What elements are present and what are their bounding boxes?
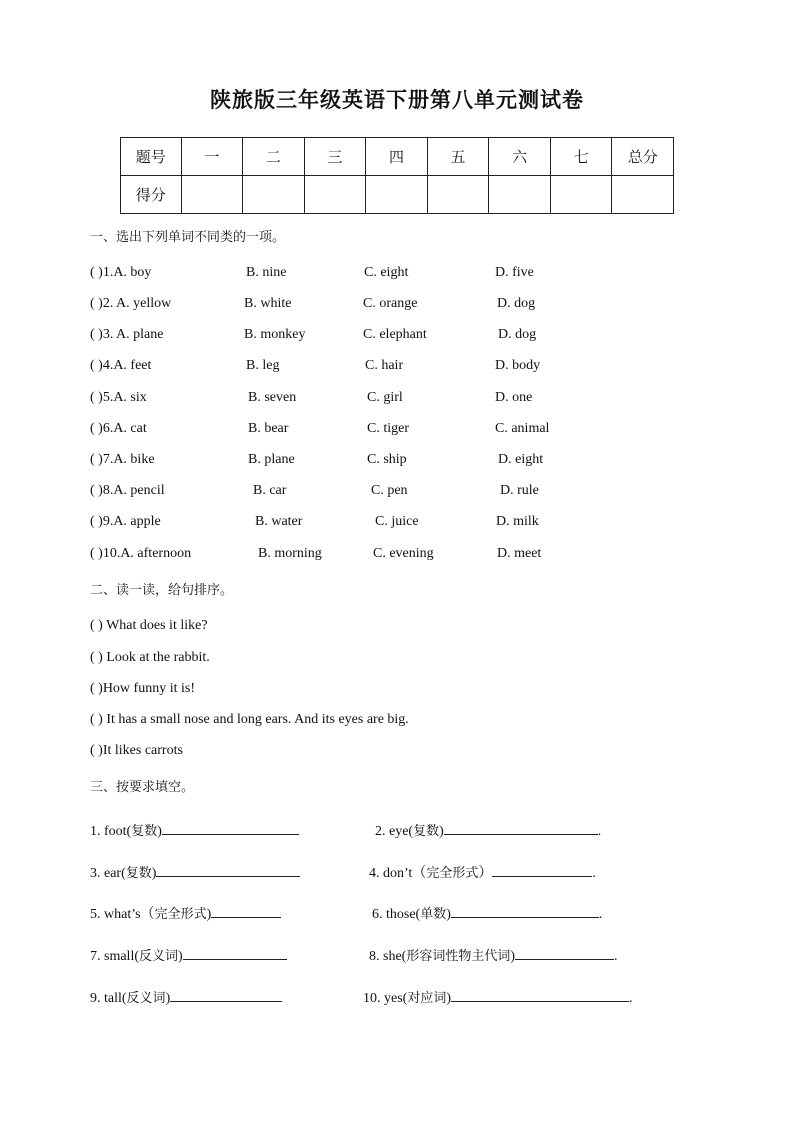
fill-item-hint: 完全形式	[154, 907, 207, 922]
fill-item	[90, 862, 300, 882]
ordering-item: ( ) What does it like?	[90, 618, 208, 633]
option-b: B. seven	[248, 390, 297, 405]
fill-item-suffix: )	[151, 866, 157, 881]
fill-item-end: .	[614, 949, 618, 964]
score-row-label: 得分	[121, 176, 182, 214]
option-b: B. car	[253, 483, 287, 498]
option-c: C. hair	[365, 358, 404, 373]
option-d: D. dog	[498, 327, 537, 342]
score-cell[interactable]	[489, 176, 551, 214]
fill-item-hint: 完全形式	[426, 866, 479, 881]
ordering-item: ( )It likes carrots	[90, 743, 183, 758]
section3-heading: 三、按要求填空。	[90, 780, 195, 795]
option-c: C. tiger	[367, 421, 409, 436]
answer-blank[interactable]	[515, 945, 614, 960]
fill-item-suffix: )	[510, 949, 516, 964]
score-cell[interactable]	[550, 176, 612, 214]
fill-item-prefix: 10. yes(	[363, 991, 408, 1006]
question-stem: ( )2. A. yellow	[90, 296, 172, 311]
score-table-header: 二	[243, 138, 305, 176]
option-b: B. nine	[246, 265, 287, 280]
option-c: C. juice	[375, 514, 419, 529]
option-c: C. girl	[367, 390, 403, 405]
question-stem: ( )9.A. apple	[90, 514, 161, 529]
option-c: C. evening	[373, 546, 434, 561]
score-table	[120, 137, 674, 214]
fill-item-prefix: 4. don’t（	[369, 866, 427, 881]
fill-item-hint: 复数	[125, 866, 152, 881]
option-b: B. leg	[246, 358, 280, 373]
fill-item-prefix: 2. eye(	[375, 824, 414, 839]
option-c: C. ship	[367, 452, 407, 467]
fill-item-end: .	[629, 991, 633, 1006]
question-stem: ( )4.A. feet	[90, 358, 152, 373]
option-b: B. morning	[258, 546, 322, 561]
score-cell[interactable]	[427, 176, 489, 214]
option-d: D. dog	[497, 296, 536, 311]
fill-item-prefix: 8. she(	[369, 949, 407, 964]
option-d: C. animal	[495, 421, 550, 436]
fill-item	[90, 987, 282, 1007]
question-stem: ( )7.A. bike	[90, 452, 155, 467]
fill-item-end: .	[598, 907, 603, 922]
question-stem: ( )6.A. cat	[90, 421, 147, 436]
option-c: C. orange	[363, 296, 418, 311]
fill-item-suffix: )	[446, 991, 452, 1006]
option-b: B. plane	[248, 452, 295, 467]
ordering-item: ( ) Look at the rabbit.	[90, 650, 210, 665]
score-table-header: 六	[489, 138, 551, 176]
option-d: D. body	[495, 358, 541, 373]
fill-item-prefix: 5. what’s（	[90, 907, 155, 922]
fill-item-hint: 形容词性物主代词	[406, 949, 511, 964]
answer-blank[interactable]	[492, 862, 592, 877]
fill-item-prefix: 6. those(	[372, 907, 421, 922]
answer-blank[interactable]	[183, 945, 287, 960]
option-d: D. eight	[498, 452, 544, 467]
score-table-header: 五	[427, 138, 489, 176]
option-b: B. water	[255, 514, 303, 529]
score-table-header-row	[121, 138, 674, 176]
score-cell[interactable]	[304, 176, 366, 214]
option-d: D. milk	[496, 514, 539, 529]
score-table-header: 一	[181, 138, 243, 176]
score-table-header: 题号	[121, 138, 182, 176]
fill-item-suffix: )	[439, 824, 444, 839]
option-b: B. bear	[248, 421, 289, 436]
score-cell[interactable]	[612, 176, 674, 214]
option-c: C. eight	[364, 265, 409, 280]
answer-blank[interactable]	[451, 903, 599, 918]
answer-blank[interactable]	[170, 987, 282, 1002]
answer-blank[interactable]	[444, 820, 598, 835]
fill-item	[369, 945, 618, 965]
option-d: D. rule	[500, 483, 539, 498]
fill-item-hint: 反义词	[139, 949, 179, 964]
fill-item	[90, 903, 281, 923]
score-cell[interactable]	[243, 176, 305, 214]
fill-item	[90, 945, 287, 965]
fill-item-prefix: 1. foot(	[90, 824, 132, 839]
option-b: B. white	[244, 296, 292, 311]
page-title: 陕旅版三年级英语下册第八单元测试卷	[210, 88, 584, 112]
score-table-header: 总分	[612, 138, 674, 176]
score-table-header: 七	[550, 138, 612, 176]
option-d: D. meet	[497, 546, 542, 561]
fill-item-suffix: )	[157, 824, 162, 839]
option-c: C. elephant	[363, 327, 427, 342]
fill-item	[363, 987, 633, 1007]
fill-item-suffix: )	[446, 907, 451, 922]
fill-item-hint: 复数	[131, 824, 158, 839]
answer-blank[interactable]	[156, 862, 300, 877]
section2-heading: 二、读一读，给句排序。	[90, 583, 234, 598]
fill-item-suffix: ）	[478, 866, 493, 881]
fill-item-suffix: )	[165, 991, 171, 1006]
score-cell[interactable]	[181, 176, 243, 214]
answer-blank[interactable]	[211, 903, 281, 918]
score-cell[interactable]	[366, 176, 428, 214]
fill-item-hint: 复数	[413, 824, 440, 839]
question-stem: ( )5.A. six	[90, 390, 147, 405]
option-d: D. one	[495, 390, 533, 405]
question-stem: ( )10.A. afternoon	[90, 546, 192, 561]
score-table-header: 三	[304, 138, 366, 176]
fill-item-prefix: 3. ear(	[90, 866, 126, 881]
fill-item-prefix: 9. tall(	[90, 991, 127, 1006]
fill-item	[369, 862, 596, 882]
ordering-item: ( )How funny it is!	[90, 681, 195, 696]
ordering-item: ( ) It has a small nose and long ears. And its eyes are big.	[90, 712, 409, 727]
fill-item-hint: 单数	[420, 907, 447, 922]
score-table-score-row	[121, 176, 674, 214]
question-stem: ( )1.A. boy	[90, 265, 152, 280]
section1-heading: 一、选出下列单词不同类的一项。	[90, 230, 286, 245]
option-c: C. pen	[371, 483, 408, 498]
answer-blank[interactable]	[162, 820, 299, 835]
fill-item-suffix: )	[206, 907, 212, 922]
score-table-header: 四	[366, 138, 428, 176]
fill-item-end: .	[592, 866, 596, 881]
fill-item-prefix: 7. small(	[90, 949, 139, 964]
question-stem: ( )8.A. pencil	[90, 483, 165, 498]
fill-item	[372, 903, 602, 923]
option-d: D. five	[495, 265, 534, 280]
option-b: B. monkey	[244, 327, 306, 342]
fill-item	[90, 820, 299, 840]
fill-item-hint: 反义词	[126, 991, 166, 1006]
fill-item-hint: 对应词	[407, 991, 447, 1006]
question-stem: ( )3. A. plane	[90, 327, 164, 342]
fill-item	[375, 820, 601, 840]
fill-item-suffix: )	[178, 949, 183, 964]
fill-item-end: .	[597, 824, 602, 839]
answer-blank[interactable]	[451, 987, 629, 1002]
